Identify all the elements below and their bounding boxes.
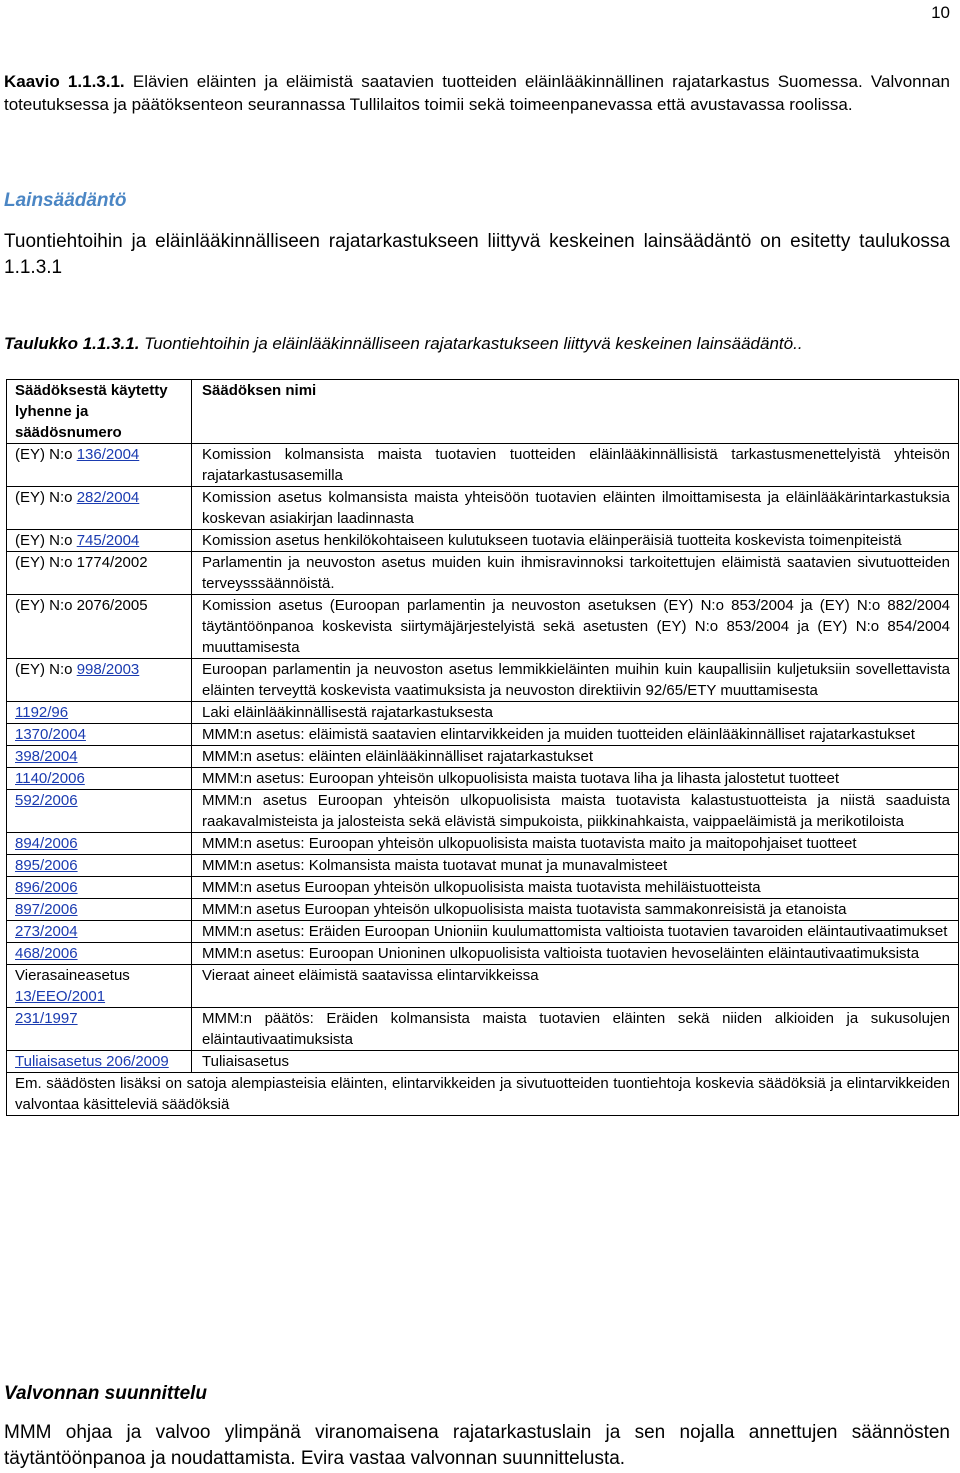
table-row <box>7 595 959 659</box>
regulation-link[interactable]: 273/2004 <box>15 923 78 940</box>
regulation-number <box>7 659 192 702</box>
regulation-number <box>7 487 192 530</box>
regulation-number <box>7 965 192 1008</box>
regulation-prefix: (EY) N:o <box>15 532 77 549</box>
regulation-link[interactable]: 998/2003 <box>76 661 140 678</box>
regulation-name: MMM:n asetus Euroopan yhteisön ulkopuolisista maista tuotavista sammakonreisistä ja etanoista <box>192 899 959 921</box>
regulation-prefix: (EY) N:o <box>15 446 77 463</box>
regulation-number <box>7 768 192 790</box>
table-row <box>7 943 959 965</box>
regulation-name: MMM:n päätös: Eräiden kolmansista maista tuotavien eläinten sekä niiden alkioiden ja sukusolujen eläintautivaatimuksista <box>192 1008 959 1051</box>
table-header-row <box>7 380 959 444</box>
regulation-name: MMM:n asetus: eläimistä saatavien elintarvikkeiden ja muiden tuotteiden eläinlääkinnälliset rajatarkastukset <box>192 724 959 746</box>
table-caption <box>4 333 950 354</box>
regulation-number <box>7 595 192 659</box>
section-heading-planning: Valvonnan suunnittelu <box>4 1383 208 1404</box>
table-row <box>7 444 959 487</box>
regulation-link[interactable]: 897/2006 <box>15 901 78 918</box>
regulation-prefix: Vierasaineasetus <box>15 967 130 984</box>
regulation-name: Komission asetus henkilökohtaiseen kulutukseen tuotavia eläinperäisiä tuotteita koskevista toimenpiteistä <box>192 530 959 552</box>
regulation-name: MMM:n asetus Euroopan yhteisön ulkopuolisista maista tuotavista kalastustuotteista ja niistä saaduista raakavalmisteista ja jalosteista sekä elävistä simpukoista, piikkinahkaista, vaippaeläimistä ja merikotiloista <box>192 790 959 833</box>
table-row <box>7 659 959 702</box>
page-number: 10 <box>931 3 950 22</box>
regulation-number <box>7 530 192 552</box>
regulation-name: Laki eläinlääkinnällisestä rajatarkastuksesta <box>192 702 959 724</box>
table-row <box>7 790 959 833</box>
regulation-number <box>7 1051 192 1073</box>
section-heading-legislation: Lainsäädäntö <box>4 190 127 211</box>
regulation-number <box>7 790 192 833</box>
table-caption-label: Taulukko 1.1.3.1. <box>4 334 140 353</box>
table-row <box>7 899 959 921</box>
regulation-name: MMM:n asetus: Euroopan yhteisön ulkopuolisista maista tuotavista maito ja maitopohjaiset tuotteet <box>192 833 959 855</box>
figure-caption-text: Elävien eläinten ja eläimistä saatavien tuotteiden eläinlääkinnällinen rajatarkastus Suomessa. Valvonnan toteutuksessa ja päätöksenteon seurannassa Tullilaitos toimii sekä toimeenpanevassa että avustavassa roolissa. <box>4 72 951 114</box>
header-abbreviation: Säädöksestä käytetty lyhenne ja säädösnumero <box>7 380 192 444</box>
regulation-link[interactable]: 231/1997 <box>15 1010 78 1027</box>
regulation-link[interactable]: 398/2004 <box>15 748 78 765</box>
regulation-name: Komission asetus (Euroopan parlamentin ja neuvoston asetuksen (EY) N:o 853/2004 ja (EY) N:o 882/2004 täytäntöönpanoa koskevista siirtymäjärjestelyistä sekä asetusten (EY) N:o 853/2004 ja (EY) N:o 854/2004 muuttamisesta <box>192 595 959 659</box>
table-row <box>7 855 959 877</box>
regulation-number <box>7 702 192 724</box>
regulation-number <box>7 1008 192 1051</box>
table-footnote: Em. säädösten lisäksi on satoja alempiasteisia eläinten, elintarvikkeiden ja sivutuotteiden tuontiehtoja koskevia säädöksiä ja elintarvikkeiden valvontaa käsitteleviä säädöksiä <box>7 1073 959 1116</box>
regulation-prefix: (EY) N:o 2076/2005 <box>15 597 148 614</box>
figure-caption-label: Kaavio 1.1.3.1. <box>4 72 125 91</box>
regulation-link[interactable]: 1192/96 <box>15 704 69 721</box>
header-name: Säädöksen nimi <box>192 380 959 444</box>
table-footnote-row <box>7 1073 959 1116</box>
table-row <box>7 724 959 746</box>
regulation-number <box>7 724 192 746</box>
table-row <box>7 1051 959 1073</box>
table-row <box>7 833 959 855</box>
regulation-link[interactable]: 468/2006 <box>15 945 78 962</box>
regulation-name: MMM:n asetus: Euroopan yhteisön ulkopuolisista maista tuotava liha ja lihasta jalostetut tuotteet <box>192 768 959 790</box>
regulation-number <box>7 877 192 899</box>
regulation-name: MMM:n asetus Euroopan yhteisön ulkopuolisista maista tuotavista mehiläistuotteista <box>192 877 959 899</box>
regulation-number <box>7 855 192 877</box>
regulation-number <box>7 921 192 943</box>
regulation-name: Vieraat aineet eläimistä saatavissa elintarvikkeissa <box>192 965 959 1008</box>
regulation-link[interactable]: 895/2006 <box>15 857 78 874</box>
table-row <box>7 702 959 724</box>
regulation-prefix: (EY) N:o <box>15 661 77 678</box>
regulation-name: MMM:n asetus: eläinten eläinlääkinnälliset rajatarkastukset <box>192 746 959 768</box>
table-row <box>7 768 959 790</box>
regulation-name: MMM:n asetus: Kolmansista maista tuotavat munat ja munavalmisteet <box>192 855 959 877</box>
regulation-link[interactable]: 13/EEO/2001 <box>15 988 106 1005</box>
table-row <box>7 1008 959 1051</box>
regulation-number <box>7 833 192 855</box>
regulation-number <box>7 899 192 921</box>
regulation-link[interactable]: 592/2006 <box>15 792 78 809</box>
regulation-name: MMM:n asetus: Euroopan Unioninen ulkopuolisista valtioista tuotavien hevoseläinten eläintautivaatimuksista <box>192 943 959 965</box>
table-row <box>7 877 959 899</box>
regulation-link[interactable]: Tuliaisasetus 206/2009 <box>15 1053 169 1070</box>
table-row <box>7 530 959 552</box>
regulation-name: Komission kolmansista maista tuotavien tuotteiden eläinlääkinnällisistä tarkastusmenettelyistä yhteisön rajatarkastusasemilla <box>192 444 959 487</box>
table-row <box>7 965 959 1008</box>
regulation-name: MMM:n asetus: Eräiden Euroopan Unioniin kuulumattomista valtioista tuotavien tavaroiden eläintautivaatimukset <box>192 921 959 943</box>
regulation-name: Euroopan parlamentin ja neuvoston asetus lemmikkieläinten muihin kuin kaupallisiin kuljetuksiin sovellettavista eläinten terveyttä koskevista vaatimuksista ja neuvoston direktiivin 92/65/ETY muuttamisesta <box>192 659 959 702</box>
regulation-link[interactable]: 136/2004 <box>76 446 140 463</box>
regulation-number <box>7 444 192 487</box>
table-row <box>7 746 959 768</box>
regulation-prefix: (EY) N:o 1774/2002 <box>15 554 148 571</box>
regulation-link[interactable]: 282/2004 <box>76 489 140 506</box>
table-row <box>7 487 959 530</box>
regulation-link[interactable]: 745/2004 <box>76 532 140 549</box>
legislation-table <box>6 379 959 1116</box>
regulation-name: Tuliaisasetus <box>192 1051 959 1073</box>
table-row <box>7 552 959 595</box>
regulation-number <box>7 746 192 768</box>
regulation-link[interactable]: 896/2006 <box>15 879 78 896</box>
section-body-planning: MMM ohjaa ja valvoo ylimpänä viranomaisena rajatarkastuslain ja sen nojalla annettujen säännösten täytäntöönpanoa ja noudattamista. Evira vastaa valvonnan suunnittelusta. <box>4 1422 950 1469</box>
regulation-link[interactable]: 1140/2006 <box>15 770 85 787</box>
regulation-link[interactable]: 894/2006 <box>15 835 78 852</box>
table-caption-text: Tuontiehtoihin ja eläinlääkinnälliseen rajatarkastukseen liittyvä keskeinen lainsäädäntö.. <box>144 334 803 353</box>
regulation-link[interactable]: 1370/2004 <box>15 726 86 743</box>
table-row <box>7 921 959 943</box>
figure-caption <box>4 70 950 116</box>
section-body-legislation: Tuontiehtoihin ja eläinlääkinnälliseen rajatarkastukseen liittyvä keskeinen lainsäädäntö on esitetty taulukossa 1.1.3.1 <box>4 231 950 278</box>
regulation-name: Komission asetus kolmansista maista yhteisöön tuotavien eläinten ilmoittamisesta ja eläinlääkärintarkastuksia koskevan asiakirjan laadinnasta <box>192 487 959 530</box>
regulation-name: Parlamentin ja neuvoston asetus muiden kuin ihmisravinnoksi tarkoitettujen eläimistä saatavien sivutuotteiden terveysssäännöistä. <box>192 552 959 595</box>
regulation-prefix: (EY) N:o <box>15 489 77 506</box>
regulation-number <box>7 552 192 595</box>
regulation-number <box>7 943 192 965</box>
